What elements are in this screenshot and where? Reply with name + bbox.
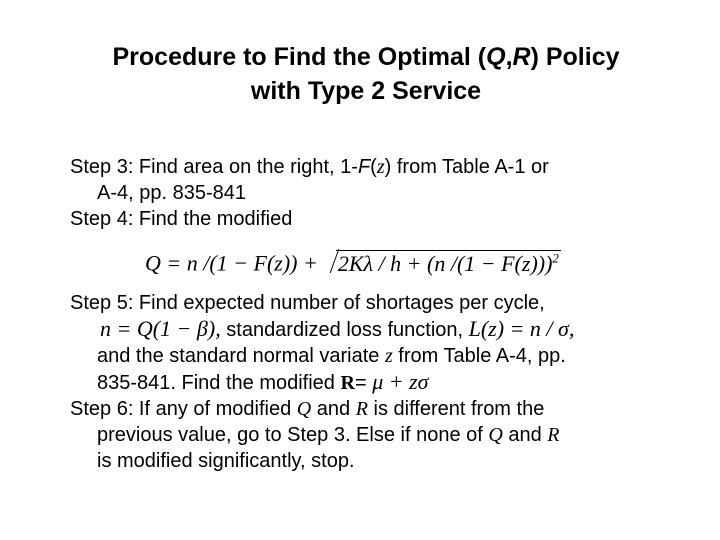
steps-body	[70, 154, 690, 474]
slide-title	[0, 40, 720, 108]
step-6: Step 6: If any of modified Q and R is different from the previous value, go to Step 3. Else if none of Q and R is modified significantly, stop.	[70, 398, 560, 472]
r-formula: μ + zσ	[372, 369, 429, 394]
n-formula: n = Q(1 − β),	[100, 316, 221, 341]
title-line-2: with Type 2 Service	[250, 77, 482, 105]
title-line-1: Procedure to Find the Optimal (Q,R) Policy	[112, 43, 620, 71]
step-3: Step 3: Find area on the right, 1-F(z) from Table A-1 or A-4, pp. 835-841	[70, 156, 549, 204]
step-5: Step 5: Find expected number of shortages per cycle, n = Q(1 − β), standardized loss function, L(z) = n / σ, and the standard normal variate z from Table A-4, pp. 835-841. Find the modified R= μ + zσ	[70, 292, 575, 394]
title-r-symbol: R	[512, 43, 531, 71]
step-4: Step 4: Find the modified Q = n /(1 − F(z)) + 2Kλ / h + (n /(1 − F(z)))$^2$	[70, 206, 690, 290]
q-formula: Q = n /(1 − F(z)) + 2Kλ / h + (n /(1 − F(z)))$^2$	[70, 232, 690, 290]
loss-formula: L(z) = n / σ,	[468, 316, 575, 341]
sqrt-symbol: 2Kλ / h + (n /(1 − F(z)))$^2$	[320, 245, 561, 276]
title-q-symbol: Q	[486, 43, 506, 71]
